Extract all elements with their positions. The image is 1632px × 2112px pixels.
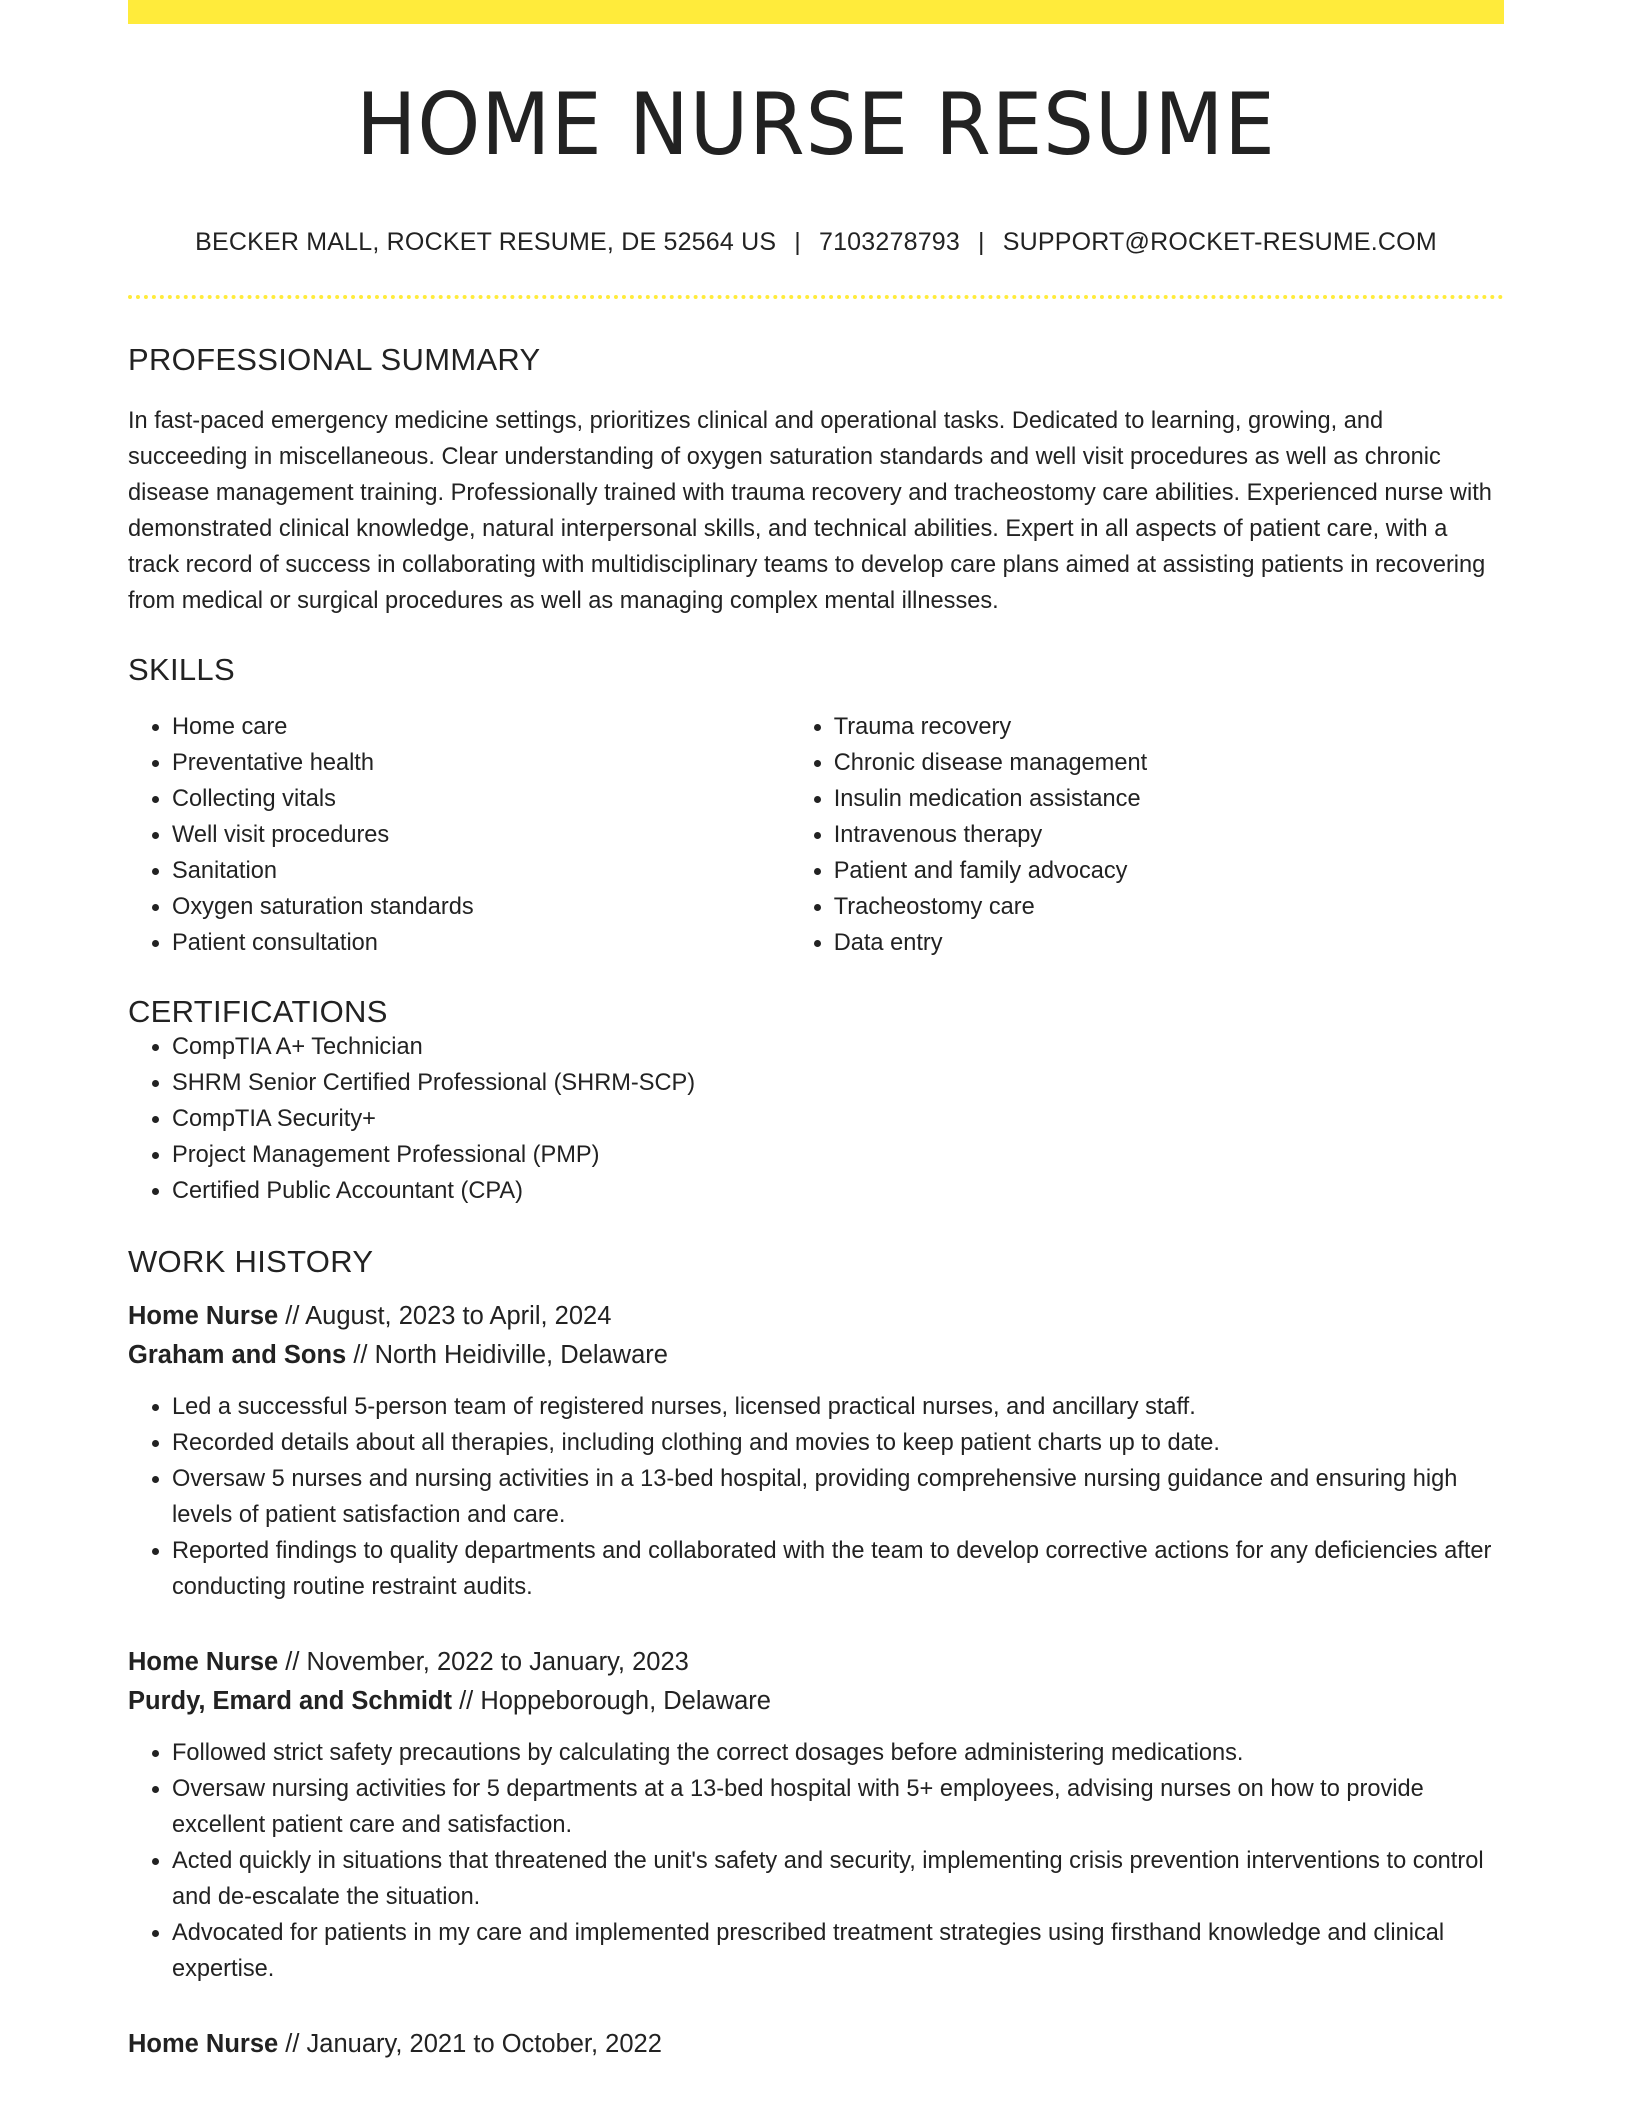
accent-top-bar <box>128 0 1504 24</box>
list-item: • Patient and family advocacy <box>834 853 1504 889</box>
job-dates: // November, 2022 to January, 2023 <box>278 1648 689 1677</box>
list-item: • CompTIA A+ Technician <box>172 1029 1504 1065</box>
summary-heading: PROFESSIONAL SUMMARY <box>128 342 541 377</box>
list-item: • Advocated for patients in my care and implemented prescribed treatment strategies using firsthand knowledge and clinical expertise. <box>172 1915 1504 1987</box>
skills-column-left <box>128 709 790 961</box>
list-item: • Home care <box>172 709 790 745</box>
list-item: • Preventative health <box>172 745 790 781</box>
job-entry <box>128 1297 1504 1605</box>
list-item: • SHRM Senior Certified Professional (SHRM-SCP) <box>172 1065 1504 1101</box>
list-item: • Collecting vitals <box>172 781 790 817</box>
work-history-list <box>128 1297 1504 2064</box>
job-location: // Hoppeborough, Delaware <box>452 1687 771 1716</box>
list-item: • Insulin medication assistance <box>834 781 1504 817</box>
list-item: • CompTIA Security+ <box>172 1101 1504 1137</box>
job-company-line <box>128 1682 1504 1721</box>
resume-title: HOME NURSE RESUME <box>356 75 1276 175</box>
list-item: • Trauma recovery <box>834 709 1504 745</box>
job-title-line <box>128 2025 1504 2064</box>
list-item: • Data entry <box>834 925 1504 961</box>
contact-separator: | <box>794 228 801 256</box>
job-company-line <box>128 1336 1504 1375</box>
contact-line <box>128 228 1504 257</box>
job-company: Purdy, Emard and Schmidt <box>128 1687 453 1716</box>
job-title-line <box>128 1643 1504 1682</box>
list-item: • Intravenous therapy <box>834 817 1504 853</box>
list-item: • Tracheostomy care <box>834 889 1504 925</box>
list-item: • Oversaw 5 nurses and nursing activities in a 13-bed hospital, providing comprehensive nursing guidance and ensuring high levels of patient satisfaction and care. <box>172 1461 1504 1533</box>
list-item: • Reported findings to quality departments and collaborated with the team to develop corrective actions for any deficiencies after conducting routine restraint audits. <box>172 1533 1504 1605</box>
resume-page <box>128 0 1504 2064</box>
job-bullets <box>128 1389 1504 1605</box>
list-item: • Followed strict safety precautions by calculating the correct dosages before administering medications. <box>172 1735 1504 1771</box>
skills-list <box>128 709 1504 961</box>
job-dates: // January, 2021 to October, 2022 <box>278 2030 662 2059</box>
job-location: // North Heidiville, Delaware <box>346 1341 668 1370</box>
list-item: • Certified Public Accountant (CPA) <box>172 1173 1504 1209</box>
work-history-heading: WORK HISTORY <box>128 1244 374 1280</box>
job-role: Home Nurse <box>128 1302 279 1331</box>
list-item: • Sanitation <box>172 853 790 889</box>
list-item: • Led a successful 5-person team of registered nurses, licensed practical nurses, and ancillary staff. <box>172 1389 1504 1425</box>
job-title-line <box>128 1297 1504 1336</box>
job-entry <box>128 2025 1504 2064</box>
list-item: • Patient consultation <box>172 925 790 961</box>
list-item: • Recorded details about all therapies, including clothing and movies to keep patient charts up to date. <box>172 1425 1504 1461</box>
list-item: • Oxygen saturation standards <box>172 889 790 925</box>
contact-address: BECKER MALL, ROCKET RESUME, DE 52564 US <box>195 228 777 256</box>
dotted-divider <box>128 295 1504 299</box>
contact-email: SUPPORT@ROCKET-RESUME.COM <box>1002 228 1437 256</box>
job-entry <box>128 1643 1504 1987</box>
list-item: • Oversaw nursing activities for 5 departments at a 13-bed hospital with 5+ employees, advising nurses on how to provide excellent patient care and satisfaction. <box>172 1771 1504 1843</box>
summary-text: In fast-paced emergency medicine settings, prioritizes clinical and operational tasks. Dedicated to learning, growing, and succeeding in miscellaneous. Clear understanding of oxygen saturation standards and well visit procedures as well as chronic disease management training. Professionally trained with trauma recovery and tracheostomy care abilities. Experienced nurse with demonstrated clinical knowledge, natural interpersonal skills, and technical abilities. Expert in all aspects of patient care, with a track record of success in collaborating with multidisciplinary teams to develop care plans aimed at assisting patients in recovering from medical or surgical procedures as well as managing complex mental illnesses. <box>128 408 1492 615</box>
list-item: • Project Management Professional (PMP) <box>172 1137 1504 1173</box>
job-dates: // August, 2023 to April, 2024 <box>278 1302 612 1331</box>
certifications-heading: CERTIFICATIONS <box>128 994 388 1030</box>
job-role: Home Nurse <box>128 2030 279 2059</box>
list-item: • Chronic disease management <box>834 745 1504 781</box>
job-bullets <box>128 1735 1504 1987</box>
skills-column-right <box>790 709 1504 961</box>
list-item: • Acted quickly in situations that threatened the unit's safety and security, implementing crisis prevention interventions to control and de-escalate the situation. <box>172 1843 1504 1915</box>
list-item: • Well visit procedures <box>172 817 790 853</box>
job-company: Graham and Sons <box>128 1341 347 1370</box>
skills-heading: SKILLS <box>128 652 235 688</box>
certifications-list <box>128 1029 1504 1209</box>
contact-separator: | <box>978 228 985 256</box>
contact-phone: 7103278793 <box>818 228 961 256</box>
job-role: Home Nurse <box>128 1648 279 1677</box>
